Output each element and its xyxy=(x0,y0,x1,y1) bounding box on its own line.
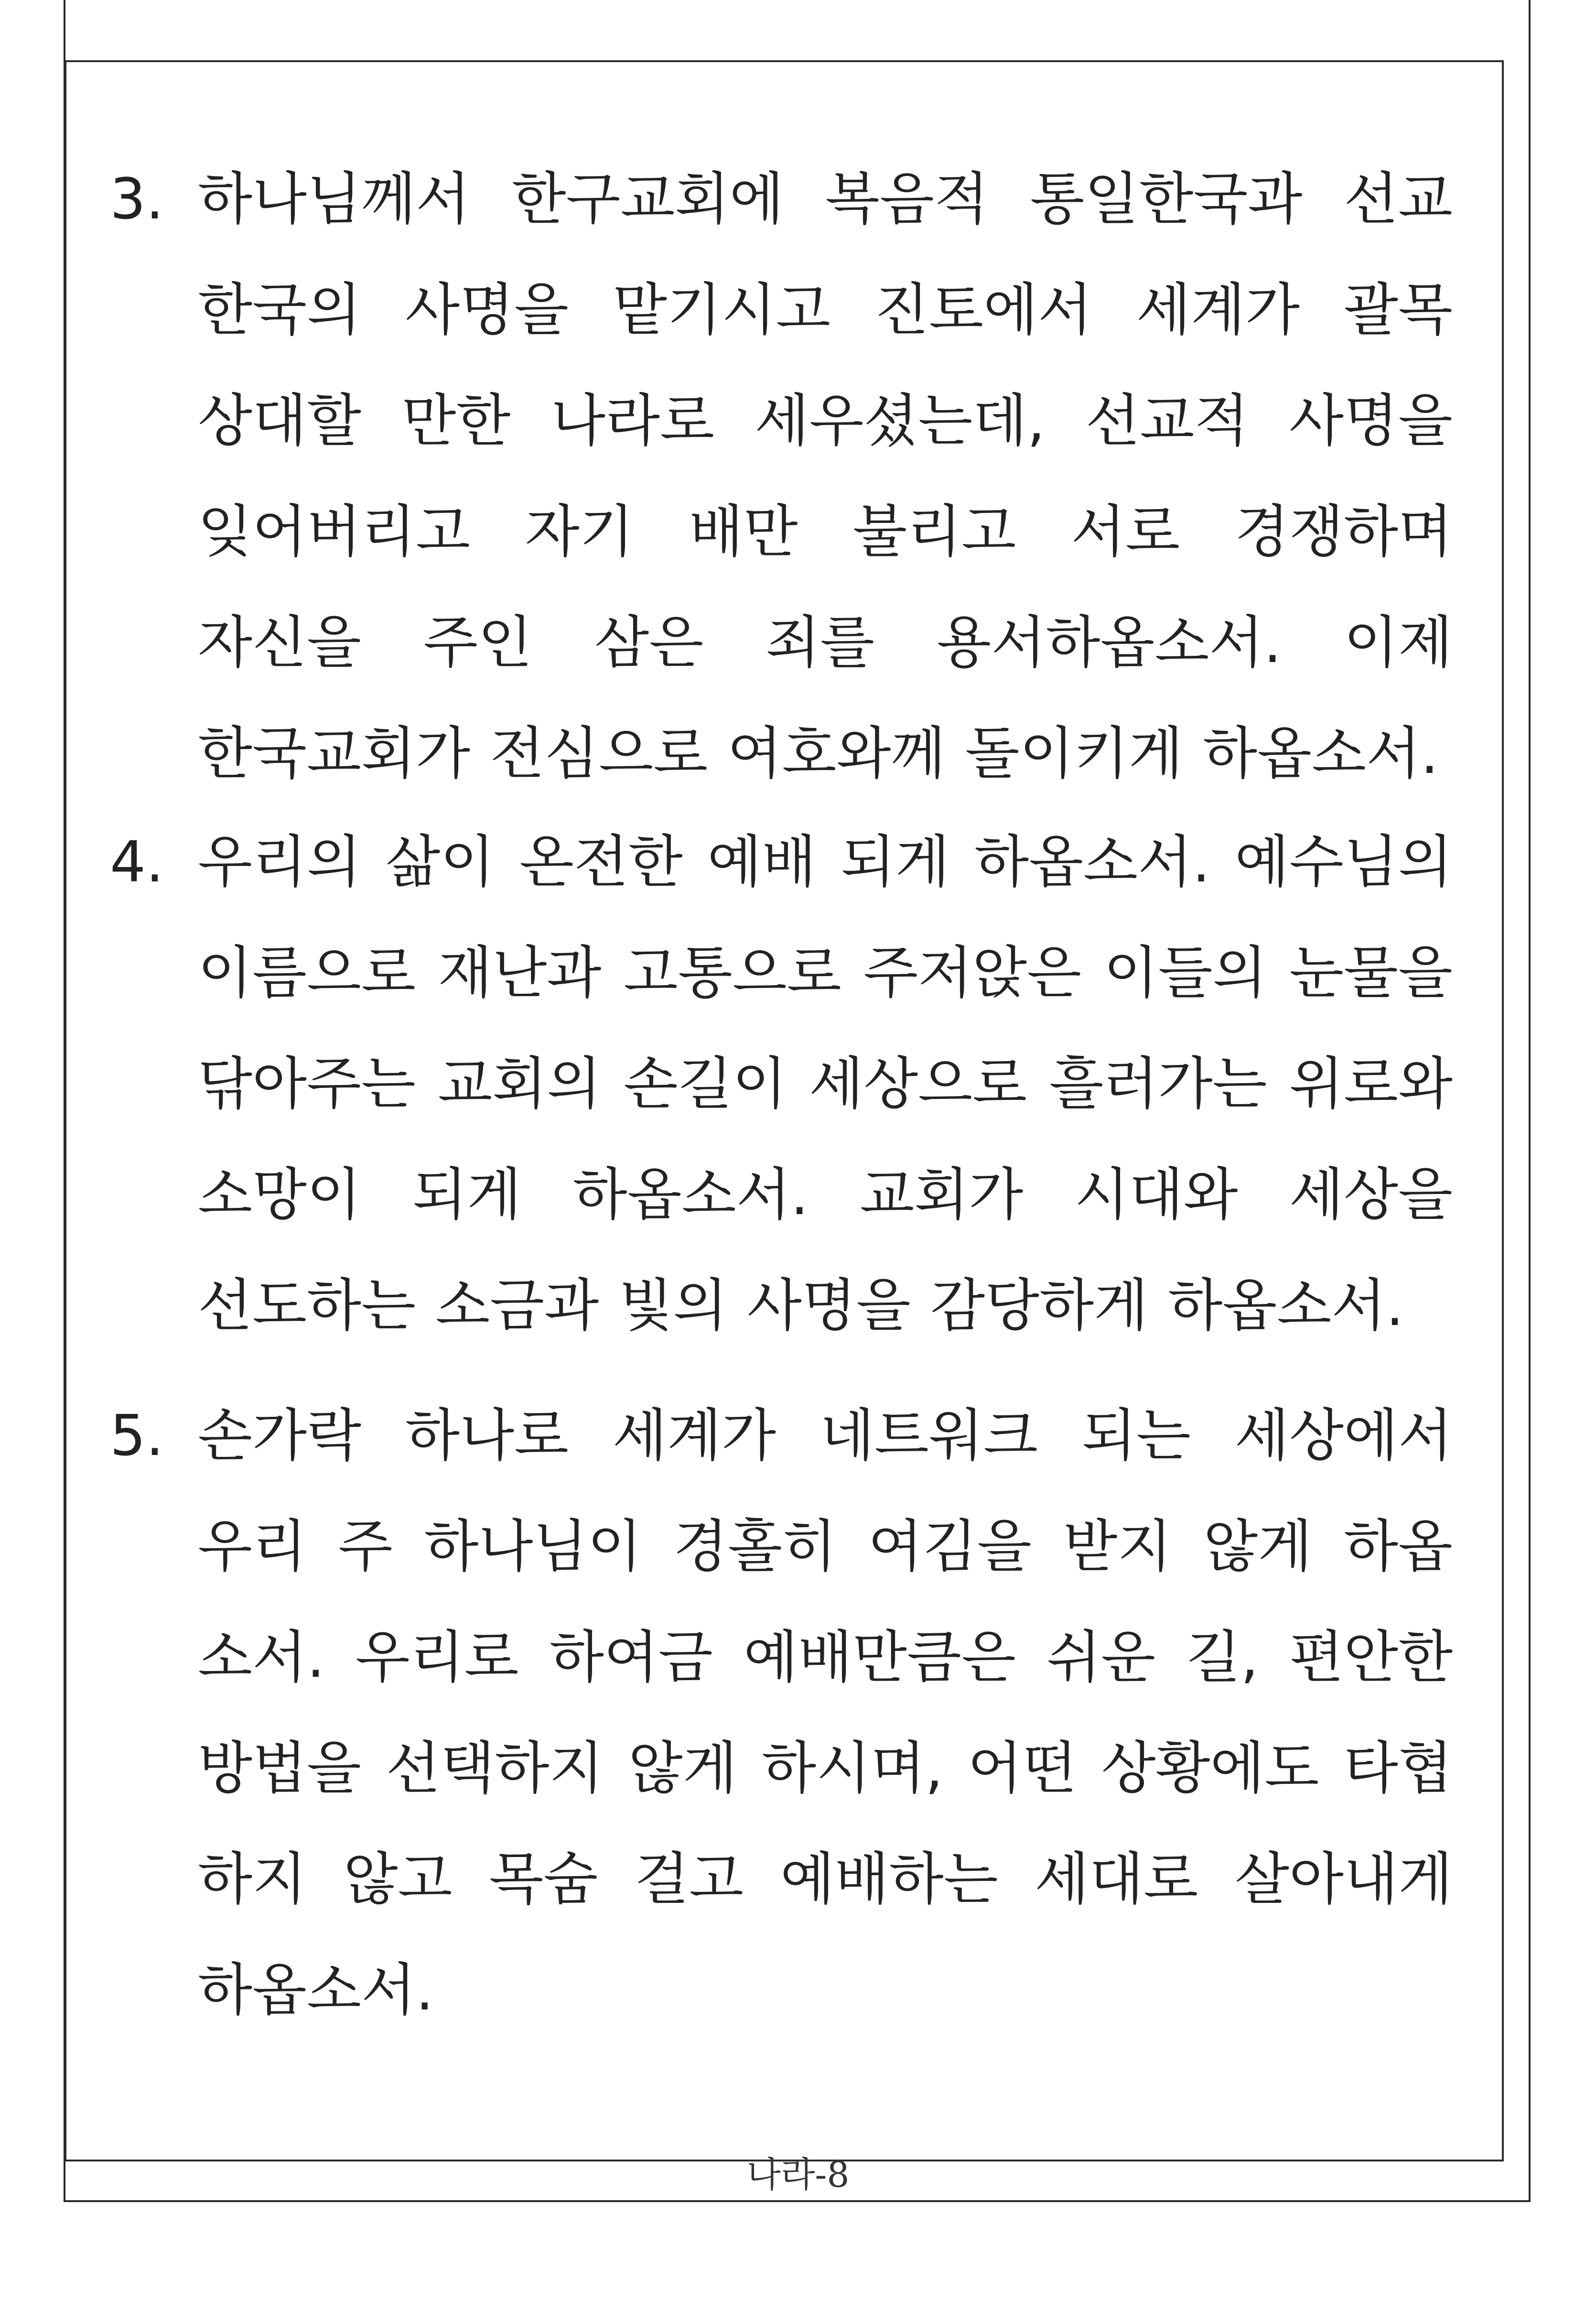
word: 세상으로 xyxy=(809,1051,1027,1117)
word: 하여금 xyxy=(549,1624,713,1690)
word: 소서. xyxy=(198,1624,325,1690)
word: 되게 xyxy=(841,829,950,895)
text-line xyxy=(198,720,1453,786)
word: 이름으로 xyxy=(198,940,416,1006)
word: 선도하는 xyxy=(198,1272,416,1338)
word: 길, xyxy=(1186,1624,1259,1690)
text-line xyxy=(198,940,1453,1006)
item-number: 4. xyxy=(110,829,164,895)
word: 하옵소서. xyxy=(1168,1272,1404,1338)
word: 상황에도 xyxy=(1101,1735,1319,1801)
word: 예배만큼은 xyxy=(744,1624,1016,1690)
word: 쉬운 xyxy=(1046,1624,1156,1690)
text-line xyxy=(198,166,1453,232)
word: 소망이 xyxy=(198,1162,361,1227)
word: 상대할 xyxy=(198,388,361,454)
word: 하나로 xyxy=(405,1402,569,1468)
text-line xyxy=(198,609,1453,675)
text-line xyxy=(198,1051,1453,1117)
word: 손가락 xyxy=(198,1402,361,1468)
word: 손길이 xyxy=(623,1051,787,1117)
word: 교회의 xyxy=(438,1051,602,1117)
word: 않고 xyxy=(343,1846,453,1912)
text-line xyxy=(198,829,1453,895)
text-line xyxy=(198,388,1453,454)
page-number: 나라-8 xyxy=(746,2154,850,2195)
word: 사명을 xyxy=(747,1272,911,1338)
word: 세계가 xyxy=(1136,277,1300,343)
word: 편안한 xyxy=(1289,1624,1453,1690)
word: 재난과 xyxy=(438,940,602,1006)
text-line xyxy=(198,1735,1453,1801)
word: 이제 xyxy=(1343,609,1453,675)
word: 복음적 xyxy=(825,166,989,232)
word: 하나님께서 xyxy=(198,166,470,232)
word: 예배하는 xyxy=(780,1846,998,1912)
word: 감당하게 xyxy=(930,1272,1149,1338)
word: 경쟁하며 xyxy=(1235,499,1453,565)
text-line xyxy=(198,277,1453,343)
word: 배만 xyxy=(689,499,798,565)
word: 않게 xyxy=(1203,1513,1313,1579)
word: 예배 xyxy=(707,829,817,895)
word: 주저앉은 xyxy=(863,940,1082,1006)
word: 네트워크 xyxy=(820,1402,1038,1468)
text-line xyxy=(198,499,1453,565)
word: 용서하옵소서. xyxy=(937,609,1282,675)
word: 선택하지 xyxy=(386,1735,604,1801)
word: 닦아주는 xyxy=(198,1051,416,1117)
word: 어떤 xyxy=(968,1735,1077,1801)
word: 우리의 xyxy=(198,829,361,895)
word: 주인 xyxy=(423,609,533,675)
word: 한국의 xyxy=(198,277,361,343)
word: 온전한 xyxy=(519,829,683,895)
word: 맡기시고 xyxy=(613,277,830,343)
word: 우리 xyxy=(198,1513,307,1579)
word: 선교 xyxy=(1344,166,1453,232)
item-number: 5. xyxy=(110,1402,164,1468)
word: 하옵소서. xyxy=(1203,720,1439,786)
word: 선교적 xyxy=(1085,388,1249,454)
text-line xyxy=(198,1957,1453,2023)
word: 주 xyxy=(338,1513,393,1579)
word: 세상을 xyxy=(1289,1162,1453,1227)
word: 삼은 xyxy=(594,609,704,675)
word: 걸고 xyxy=(635,1846,744,1912)
word: 살아내게 xyxy=(1234,1846,1453,1912)
word: 세우셨는데, xyxy=(755,388,1045,454)
text-line xyxy=(198,1624,1453,1690)
word: 통일한국과 xyxy=(1030,166,1303,232)
word: 경홀히 xyxy=(673,1513,837,1579)
word: 괄목 xyxy=(1343,277,1453,343)
word: 사명을 xyxy=(405,277,569,343)
word: 사명을 xyxy=(1289,388,1453,454)
word: 빛의 xyxy=(618,1272,728,1338)
word: 타협 xyxy=(1343,1735,1453,1801)
word: 돌이키게 xyxy=(965,720,1183,786)
word: 자기 xyxy=(525,499,634,565)
word: 받지 xyxy=(1063,1513,1172,1579)
text-line xyxy=(198,1513,1453,1579)
word: 눈물을 xyxy=(1289,940,1453,1006)
word: 세대로 xyxy=(1035,1846,1198,1912)
word: 예수님의 xyxy=(1234,829,1453,895)
word: 전심으로 xyxy=(490,720,708,786)
word: 하옵소서. xyxy=(572,1162,809,1227)
word: 소금과 xyxy=(435,1272,599,1338)
word: 나라로 xyxy=(551,388,714,454)
word: 우리로 xyxy=(355,1624,519,1690)
word: 되게 xyxy=(412,1162,522,1227)
text-line xyxy=(198,1402,1453,1468)
text-line xyxy=(198,1162,1453,1227)
word: 자신을 xyxy=(198,609,361,675)
word: 목숨 xyxy=(489,1846,598,1912)
word: 진토에서 xyxy=(874,277,1092,343)
word: 한구교회에 xyxy=(511,166,784,232)
word: 하나님이 xyxy=(424,1513,642,1579)
word: 방법을 xyxy=(198,1735,361,1801)
word: 교회가 xyxy=(860,1162,1024,1227)
word: 세상에서 xyxy=(1235,1402,1453,1468)
word: 되는 xyxy=(1081,1402,1191,1468)
word: 여호와께 xyxy=(727,720,946,786)
word: 하옵 xyxy=(1343,1513,1453,1579)
word: 시대와 xyxy=(1074,1162,1238,1227)
word: 위로와 xyxy=(1289,1051,1453,1117)
item-number: 3. xyxy=(110,166,164,232)
word: 서로 xyxy=(1071,499,1180,565)
word: 잊어버리고 xyxy=(198,499,470,565)
word: 않게 xyxy=(628,1735,737,1801)
text-line xyxy=(198,1272,1453,1338)
word: 고통으로 xyxy=(623,940,841,1006)
word: 이들의 xyxy=(1103,940,1267,1006)
word: 한국교회가 xyxy=(198,720,470,786)
word: 불리고 xyxy=(852,499,1016,565)
word: 죄를 xyxy=(766,609,875,675)
word: 하옵소서. xyxy=(974,829,1210,895)
word: 만한 xyxy=(401,388,511,454)
word: 하시며, xyxy=(762,1735,943,1801)
word: 세계가 xyxy=(613,1402,776,1468)
word: 여김을 xyxy=(868,1513,1032,1579)
word: 하옵소서. xyxy=(198,1957,434,2023)
text-line xyxy=(198,1846,1453,1912)
word: 삶이 xyxy=(386,829,495,895)
word: 흘러가는 xyxy=(1049,1051,1267,1117)
word: 하지 xyxy=(198,1846,307,1912)
